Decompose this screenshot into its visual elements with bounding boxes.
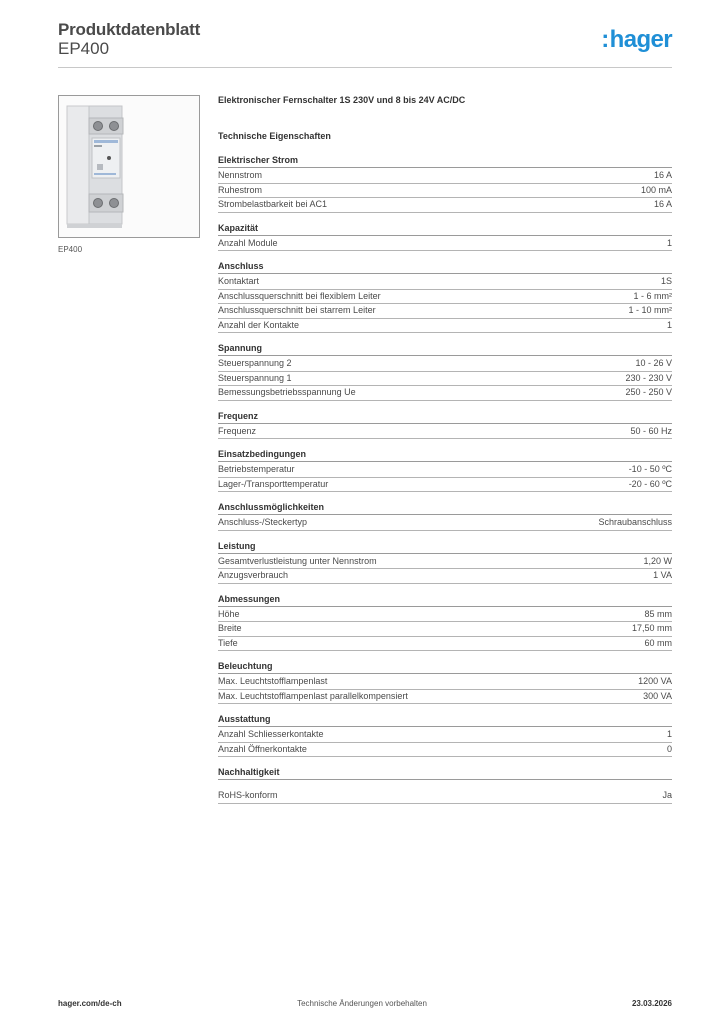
- spec-label: Nennstrom: [218, 170, 263, 180]
- footer-website: hager.com/de-ch: [58, 999, 122, 1008]
- spec-row: [218, 184, 672, 199]
- footer-date: 23.03.2026: [631, 999, 672, 1008]
- spec-value: -20 - 60 ºC: [628, 478, 672, 489]
- spec-value: 1: [666, 237, 672, 248]
- section-title: Einsatzbedingungen: [218, 448, 672, 462]
- spec-value: Ja: [662, 790, 672, 800]
- product-illustration: [59, 96, 199, 237]
- spec-section: [218, 342, 672, 401]
- spec-section: [218, 593, 672, 652]
- spec-section: [218, 410, 672, 440]
- hager-logo: [601, 28, 672, 52]
- spec-row: [218, 516, 672, 531]
- spec-row: [218, 622, 672, 637]
- spec-section: [218, 660, 672, 704]
- spec-row: [218, 425, 672, 440]
- spec-label: Ruhestrom: [218, 184, 263, 195]
- spec-value: Schraubanschluss: [598, 517, 672, 527]
- spec-value: 85 mm: [644, 608, 672, 619]
- spec-value: 300 VA: [643, 690, 672, 701]
- spec-row: [218, 555, 672, 570]
- spec-row: [218, 743, 672, 758]
- spec-label: Betriebstemperatur: [218, 464, 295, 474]
- spec-row: [218, 463, 672, 478]
- spec-value: 100 mA: [640, 184, 672, 195]
- spec-label: Kontaktart: [218, 276, 260, 286]
- spec-value: 1,20 W: [643, 555, 672, 566]
- spec-label: Anschlussquerschnitt bei starrem Leiter: [218, 305, 376, 315]
- spec-label: Tiefe: [218, 637, 238, 648]
- product-code: EP400: [58, 39, 110, 58]
- document-title: Elektronischer Fernschalter 1S 230V und 8 bis 24V AC/DC: [218, 95, 466, 105]
- spec-label: Breite: [218, 623, 242, 633]
- spec-value: 250 - 250 V: [625, 387, 672, 397]
- section-title: Kapazität: [218, 222, 672, 236]
- spec-label: Anzahl Schliesserkontakte: [218, 729, 324, 739]
- spec-row: [218, 789, 672, 804]
- spec-row: [218, 386, 672, 401]
- document-subtitle: Technische Eigenschaften: [218, 131, 331, 141]
- spec-label: Anzahl Module: [218, 237, 278, 248]
- spec-row: [218, 637, 672, 652]
- spec-value: 0: [666, 743, 672, 754]
- footer-notice: Technische Änderungen vorbehalten: [297, 999, 427, 1008]
- spec-label: Gesamtverlustleistung unter Nennstrom: [218, 555, 377, 566]
- spec-row: [218, 290, 672, 305]
- section-title: Nachhaltigkeit: [218, 766, 672, 780]
- section-title: Leistung: [218, 540, 672, 554]
- spec-row: [218, 372, 672, 387]
- section-title: Ausstattung: [218, 713, 672, 727]
- image-caption: EP400: [58, 245, 83, 254]
- spec-row: [218, 569, 672, 584]
- spec-section: [218, 154, 672, 213]
- spec-label: Steuerspannung 1: [218, 372, 292, 383]
- spec-content: [218, 95, 672, 813]
- spec-value: -10 - 50 ºC: [628, 464, 672, 474]
- spec-label: Max. Leuchtstofflampenlast: [218, 676, 328, 686]
- spec-row: [218, 198, 672, 213]
- spec-label: Anzahl Öffnerkontakte: [218, 743, 307, 754]
- spec-label: Lager-/Transporttemperatur: [218, 478, 329, 489]
- section-title: Anschluss: [218, 260, 672, 274]
- spec-value: 1 VA: [653, 570, 672, 580]
- spec-label: Strombelastbarkeit bei AC1: [218, 199, 328, 209]
- spec-value: 17,50 mm: [631, 623, 672, 633]
- section-title: Frequenz: [218, 410, 672, 424]
- spec-value: 50 - 60 Hz: [630, 425, 672, 436]
- spec-section: [218, 713, 672, 757]
- spec-label: Anschlussquerschnitt bei flexiblem Leiter: [218, 290, 381, 301]
- product-image: [58, 95, 200, 238]
- spec-label: Steuerspannung 2: [218, 358, 292, 368]
- section-title: Abmessungen: [218, 593, 672, 607]
- spec-row: [218, 728, 672, 743]
- spec-row: [218, 304, 672, 319]
- spec-label: Anschluss-/Steckertyp: [218, 517, 308, 527]
- section-title: Beleuchtung: [218, 660, 672, 674]
- section-title: Anschlussmöglichkeiten: [218, 501, 672, 515]
- spec-row: [218, 690, 672, 705]
- spec-value: 1: [666, 729, 672, 739]
- spec-value: 1 - 6 mm²: [633, 290, 672, 301]
- spec-value: 230 - 230 V: [625, 372, 672, 383]
- spec-label: Anzugsverbrauch: [218, 570, 289, 580]
- section-title: Spannung: [218, 342, 672, 356]
- page-title: Produktdatenblatt: [58, 20, 201, 39]
- spec-label: Max. Leuchtstofflampenlast parallelkompensiert: [218, 690, 408, 701]
- spec-value: 16 A: [653, 170, 672, 180]
- spec-label: Bemessungsbetriebsspannung Ue: [218, 387, 356, 397]
- spec-value: 16 A: [653, 199, 672, 209]
- spec-value: 1 - 10 mm²: [628, 305, 672, 315]
- spec-row: [218, 478, 672, 493]
- spec-row: [218, 608, 672, 623]
- spec-value: 1200 VA: [638, 676, 672, 686]
- spec-section: [218, 448, 672, 492]
- spec-label: Anzahl der Kontakte: [218, 319, 300, 330]
- spec-section: [218, 766, 672, 804]
- spec-row: [218, 275, 672, 290]
- spec-section: [218, 260, 672, 333]
- spec-row: [218, 357, 672, 372]
- logo-colon-mark: :: [601, 26, 609, 53]
- spec-sections: [218, 154, 672, 804]
- header-divider: [58, 67, 672, 68]
- spec-label: RoHS-konform: [218, 790, 278, 800]
- logo-text: hager: [609, 26, 672, 53]
- spec-label: Frequenz: [218, 425, 257, 436]
- section-title: Elektrischer Strom: [218, 154, 672, 168]
- spec-row: [218, 169, 672, 184]
- spec-value: 60 mm: [644, 637, 672, 648]
- spec-value: 1S: [660, 276, 672, 286]
- spec-row: [218, 675, 672, 690]
- spec-row: [218, 237, 672, 252]
- spec-value: 1: [666, 319, 672, 330]
- spec-label: Höhe: [218, 608, 240, 619]
- spec-row: [218, 319, 672, 334]
- spec-value: 10 - 26 V: [635, 358, 672, 368]
- spec-section: [218, 222, 672, 252]
- spec-section: [218, 501, 672, 531]
- spec-section: [218, 540, 672, 584]
